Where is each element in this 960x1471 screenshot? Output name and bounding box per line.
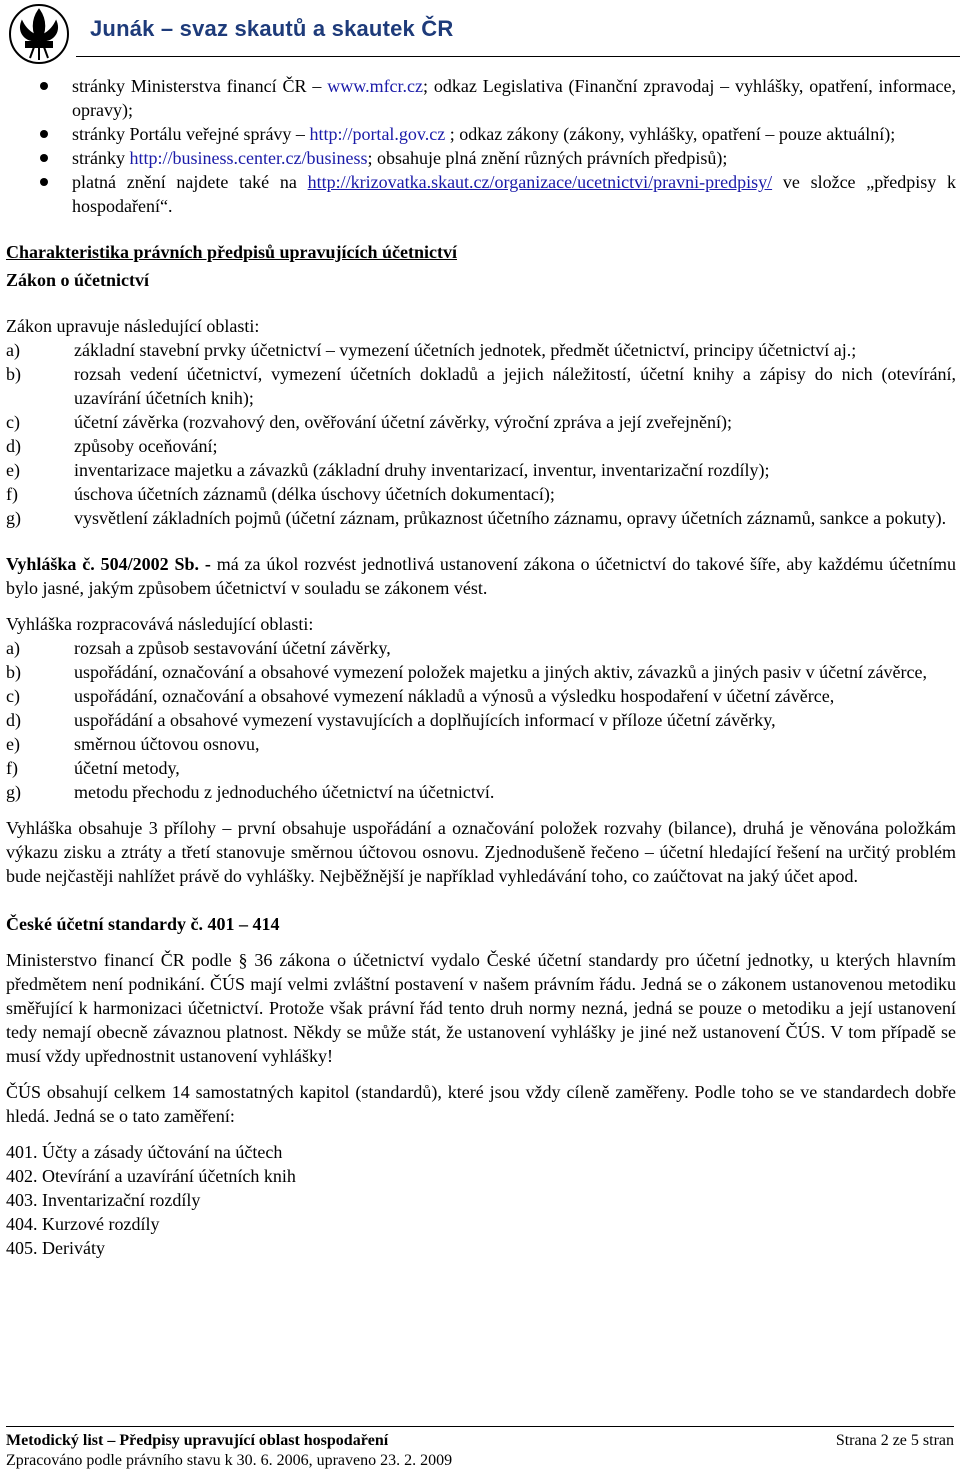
vyhlaska-intro: Vyhláška rozpracovává následující oblasti: [6, 614, 314, 634]
standards-paragraph: Ministerstvo financí ČR podle § 36 zákona o účetnictví vydalo České účetní standardy pro účetní jednotky, u kterých hlavním předmětem není podnikání. ČÚS mají velmi zvláštní postavení v našem právním řádu. Jedná se o zákonem ustanovenou metodiku směřující k harmonizaci účetnictví. Protože však právní řád tento druh normy nezná, jedná se pouze o metodiku a její ustanovení tedy nemají obecně závaznou platnost. Někdy se může stát, že ustanovení vyhlášky je jiné než ustanovení ČÚS. V tom případě se musí vždy upřednostnit ustanovení vyhlášky! [6, 950, 956, 1066]
list-item: d) uspořádání a obsahové vymezení vystavujících a doplňujících informací v příloze účetní závěrky, [6, 710, 776, 730]
list-item: platná znění najdete také na http://krizovatka.skaut.cz/organizace/ucetnictvi/pravni-predpisy/ ve složce „předpisy k hospodaření“. [6, 170, 956, 218]
standards-paragraph-2: ČÚS obsahují celkem 14 samostatných kapitol (standardů), které jsou vždy cíleně zaměřeny. Podle toho se ve standardech dobře hledá. Jedná se o tato zaměření: [6, 1082, 956, 1126]
list-item: c) účetní závěrka (rozvahový den, ověřování účetní závěrky, výroční zpráva a její zveřejnění); [6, 412, 733, 432]
link-mfcr[interactable]: www.mfcr.cz [327, 76, 424, 96]
list-item: a) základní stavební prvky účetnictví – vymezení účetních jednotek, předmět účetnictví, principy účetnictví aj.; [6, 340, 857, 360]
list-item: 403. Inventarizační rozdíly [6, 1190, 201, 1210]
page-number: Strana 2 ze 5 stran [835, 1432, 954, 1449]
footer-title: Metodický list – Předpisy upravující oblast hospodaření [6, 1432, 389, 1449]
section-subheading: Zákon o účetnictví [6, 270, 150, 290]
list-item: g) metodu přechodu z jednoduchého účetnictví na účetnictví. [6, 782, 495, 802]
list-item: stránky Ministerstva financí ČR – www.mfcr.cz; odkaz Legislativa (Finanční zpravodaj – vyhlášky, opatření, informace, opravy); [6, 74, 956, 122]
attachments-paragraph: Vyhláška obsahuje 3 přílohy – první obsahuje uspořádání a označování položek rozvahy (bilance), druhá je věnována položkám výkazu zisku a ztráty a třetí stanovuje směrnou účtovou osnovu. Zjednodušeně řečeno – účetní hledající řešení na určitý problém bude nejčastěji nahlížet právě do vyhlášky. Nejběžnější je například vyhledávání toho, co zaúčtovat na jaký účet apod. [6, 818, 956, 886]
list-item: b) rozsah vedení účetnictví, vymezení účetních dokladů a jejich náležitostí, účetní knihy a zápisy do nich (otevírání, uzavírání účetních knih); [6, 364, 956, 408]
list-item: c) uspořádání, označování a obsahové vymezení nákladů a výnosů a výsledku hospodaření v účetní závěrce, [6, 686, 835, 706]
list-item: d) způsoby oceňování; [6, 436, 218, 456]
law-areas-list [6, 338, 956, 530]
document-body [6, 74, 956, 1260]
list-item: 404. Kurzové rozdíly [6, 1214, 160, 1234]
footer-note: Zpracováno podle právního stavu k 30. 6. 2006, upraveno 23. 2. 2009 [6, 1452, 453, 1469]
list-item: b) uspořádání, označování a obsahové vymezení položek majetku a jiných aktiv, závazků a jiných pasiv v účetní závěrce, [6, 662, 927, 682]
page-header [0, 0, 960, 68]
resource-links-list [6, 74, 956, 218]
list-item: g) vysvětlení základních pojmů (účetní záznam, průkaznost účetního záznamu, opravy účetních záznamů, sankce a pokuty). [6, 508, 947, 528]
list-item: f) účetní metody, [6, 758, 180, 778]
section-heading: Charakteristika právních předpisů upravujících účetnictví [6, 242, 458, 262]
standards-list [6, 1140, 956, 1260]
list-item: stránky http://business.center.cz/business; obsahuje plná znění různých právních předpisů); [6, 146, 956, 170]
list-item: e) inventarizace majetku a závazků (základní druhy inventarizací, inventur, inventarizační rozdíly); [6, 460, 770, 480]
list-item: stránky Portálu veřejné správy – http://portal.gov.cz ; odkaz zákony (zákony, vyhlášky, opatření – pouze aktuální); [6, 122, 956, 146]
standards-heading: České účetní standardy č. 401 – 414 [6, 914, 280, 934]
link-krizovatka[interactable]: http://krizovatka.skaut.cz/organizace/ucetnictvi/pravni-predpisy/ [307, 172, 773, 192]
list-item: 402. Otevírání a uzavírání účetních knih [6, 1166, 296, 1186]
list-item: e) směrnou účtovou osnovu, [6, 734, 260, 754]
scout-lily-icon [4, 2, 74, 66]
vyhlaska-paragraph: Vyhláška č. 504/2002 Sb. - má za úkol rozvést jednotlivá ustanovení zákona o účetnictví do takové šíře, aby každému účetnímu bylo jasné, jakým způsobem účetnictví v souladu se zákonem vést. [6, 554, 956, 598]
page-footer [6, 1426, 954, 1471]
list-item: 401. Účty a zásady účtování na účtech [6, 1142, 283, 1162]
vyhlaska-areas-list [6, 636, 956, 804]
law-intro: Zákon upravuje následující oblasti: [6, 316, 260, 336]
link-business-center[interactable]: http://business.center.cz/business [129, 148, 368, 168]
list-item: f) úschova účetních záznamů (délka úschovy účetních dokumentací); [6, 484, 555, 504]
list-item: a) rozsah a způsob sestavování účetní závěrky, [6, 638, 391, 658]
header-divider [76, 56, 960, 57]
list-item: 405. Deriváty [6, 1238, 105, 1258]
link-portal-gov[interactable]: http://portal.gov.cz [309, 124, 446, 144]
organization-name: Junák – svaz skautů a skautek ČR [90, 16, 454, 41]
